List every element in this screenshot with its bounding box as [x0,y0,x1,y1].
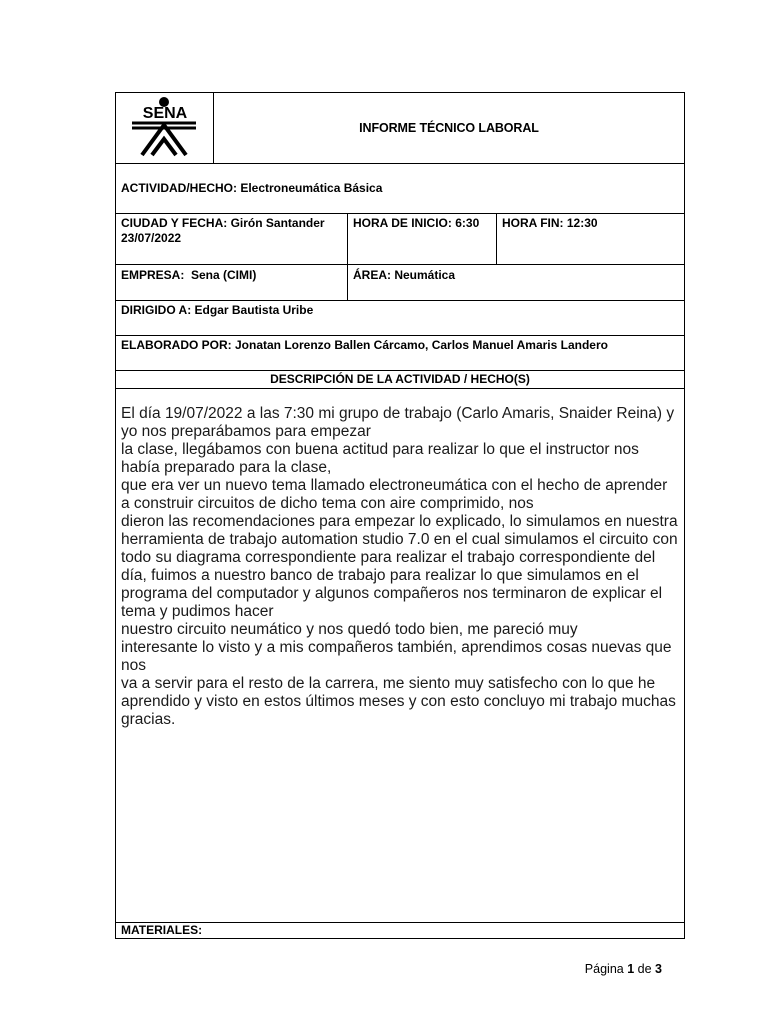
svg-text:SENA: SENA [142,105,188,122]
body-paragraph: nuestro circuito neumático y nos quedó todo bien, me pareció muy [121,621,578,638]
page-number [585,962,662,976]
author-field: ELABORADO POR: Jonatan Lorenzo Ballen Cárcamo, Carlos Manuel Amaris Landero [116,336,685,371]
body-paragraph: va a servir para el resto de la carrera, me siento muy satisfecho con lo que he aprendido y visto en estos últimos meses y con esto concluyo mi trabajo muchas gracias. [121,675,676,728]
activity-field: ACTIVIDAD/HECHO: Electroneumática Básica [116,164,685,214]
logo-cell [116,93,214,164]
materials-row [116,923,685,939]
area-field: ÁREA: Neumática [348,265,685,301]
description-text [121,389,679,729]
body-paragraph: la clase, llegábamos con buena actitud para realizar lo que el instructor nos había preparado para la clase, [121,441,639,476]
city-line: CIUDAD Y FECHA: Girón Santander [121,216,325,230]
body-paragraph: interesante lo visto y a mis compañeros también, aprendimos cosas nuevas que nos [121,639,672,674]
description-header-row [116,371,685,389]
activity-row [116,164,685,214]
company-field: EMPRESA: Sena (CIMI) [116,265,348,301]
end-time-field: HORA FIN: 12:30 [497,214,685,265]
header-row [116,93,685,164]
city-date-row [116,214,685,265]
body-paragraph: El día 19/07/2022 a las 7:30 mi grupo de trabajo (Carlo Amaris, Snaider Reina) y yo nos preparábamos para empezar [121,405,675,440]
sena-logo [116,93,214,159]
body-paragraph: que era ver un nuevo tema llamado electroneumática con el hecho de aprender a construir circuitos de dicho tema con aire comprimido, nos [121,477,668,512]
page-total: 3 [655,962,662,976]
page-current: 1 [627,962,635,976]
materials-field: MATERIALES: [116,923,685,939]
report-title: INFORME TÉCNICO LABORAL [359,120,539,135]
addressed-field: DIRIGIDO A: Edgar Bautista Uribe [116,301,685,336]
description-body [116,389,685,923]
report-form [115,92,685,939]
title-cell [214,93,685,164]
page-middle: de [637,962,652,976]
company-row [116,265,685,301]
addressed-row [116,301,685,336]
start-time-field: HORA DE INICIO: 6:30 [348,214,497,265]
city-date-field [116,214,348,265]
description-header: DESCRIPCIÓN DE LA ACTIVIDAD / HECHO(S) [116,371,685,389]
description-body-row [116,389,685,923]
author-row [116,336,685,371]
body-paragraph: dieron las recomendaciones para empezar lo explicado, lo simulamos en nuestra herramienta de trabajo automation studio 7.0 en el cual simulamos el circuito con todo su diagrama correspondiente para realizar el trabajo correspondiente del día, fuimos a nuestro banco de trabajo para realizar lo que simulamos en el programa del computador y algunos compañeros nos terminaron de explicar el tema y pudimos hacer [121,513,678,620]
date-line: 23/07/2022 [121,231,182,245]
page-prefix: Página [584,962,624,976]
